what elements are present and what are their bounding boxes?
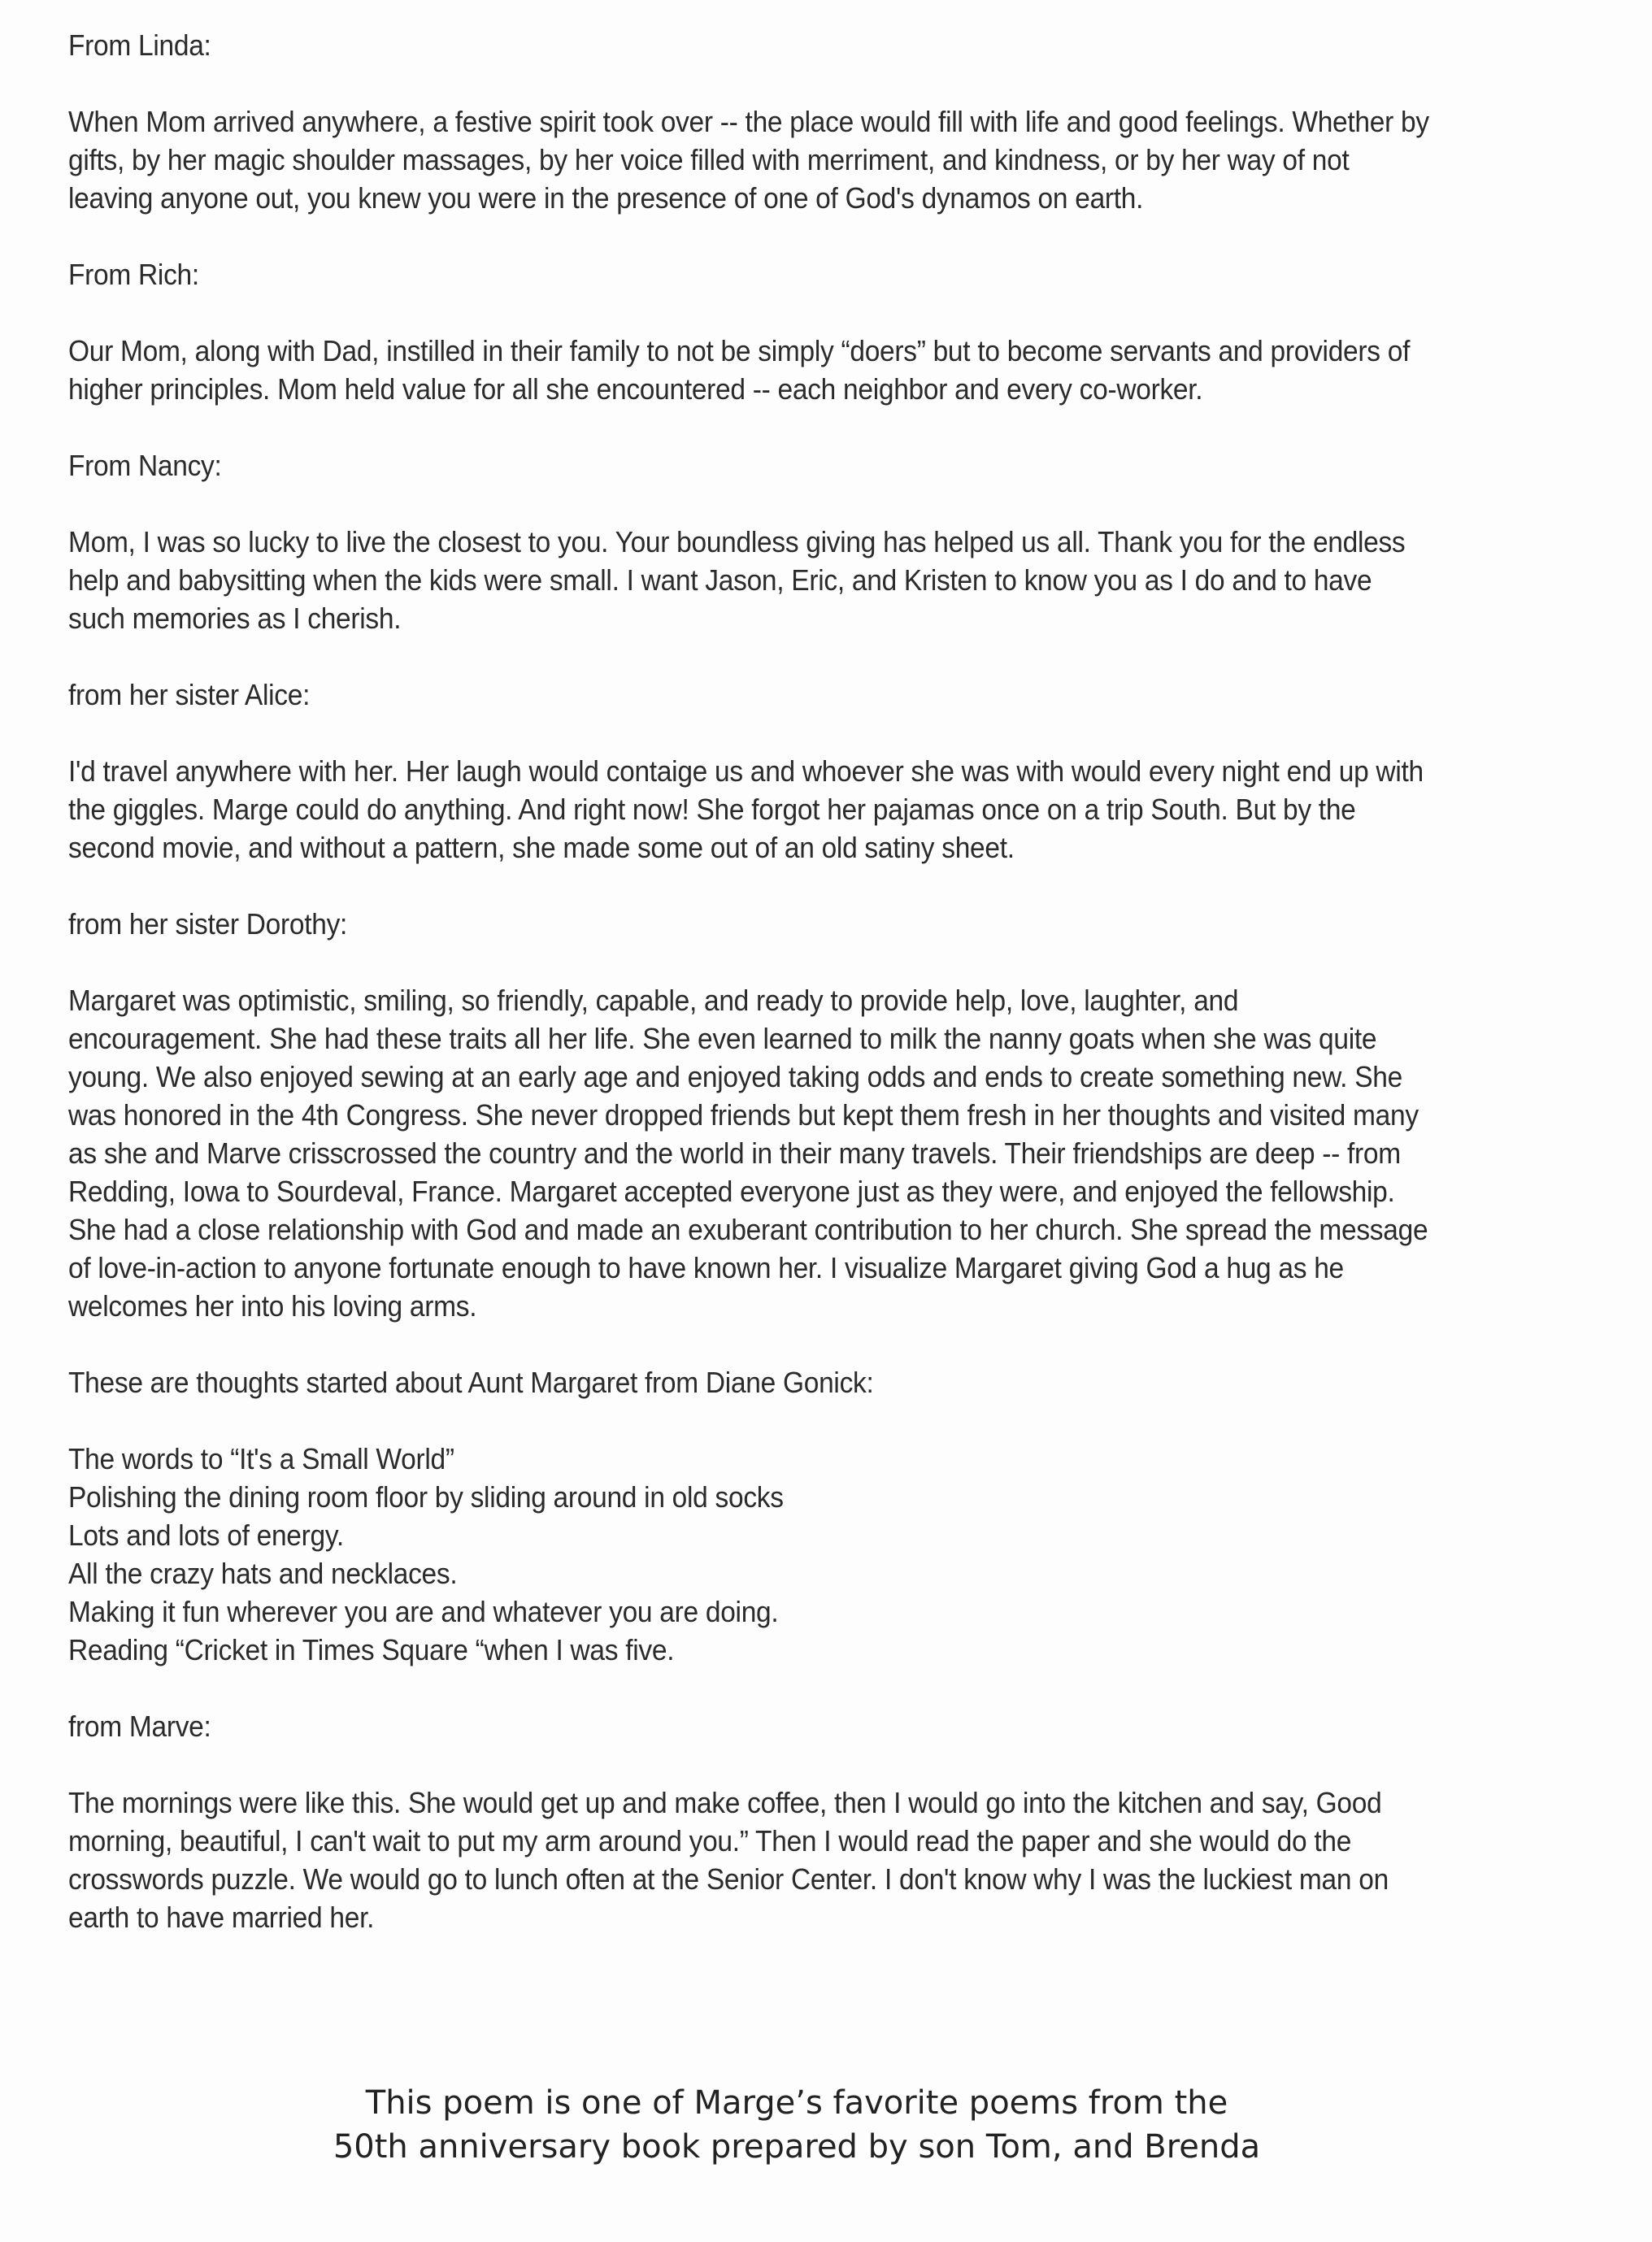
tribute-alice (68, 676, 1429, 867)
tribute-text: When Mom arrived anywhere, a festive spirit took over -- the place would fill with life and good feelings. Whether by gifts, by her magic shoulder massages, by her voice filled with merriment, and kindness, or by her way of not leaving anyone out, you knew you were in the presence of one of God's dynamos on earth. (68, 105, 1429, 215)
list-item: All the crazy hats and necklaces. (68, 1557, 458, 1590)
list-item: Making it fun wherever you are and whatever you are doing. (68, 1595, 779, 1628)
tribute-text: Our Mom, along with Dad, instilled in their family to not be simply “doers” but to become servants and providers of higher principles. Mom held value for all she encountered -- each neighbor and every co-worker. (68, 334, 1411, 406)
tribute-label: from Marve: (68, 1710, 211, 1743)
tribute-label: These are thoughts started about Aunt Margaret from Diane Gonick: (68, 1366, 874, 1399)
tribute-text: Mom, I was so lucky to live the closest to you. Your boundless giving has helped us all. Thank you for the endless help and babysitting when the kids were small. I want Jason, Eric, and Kristen to know you as I do and to have such memories as I cherish. (68, 525, 1406, 635)
list-item: Lots and lots of energy. (68, 1519, 344, 1552)
tribute-label: From Linda: (68, 28, 211, 62)
tribute-diane (68, 1363, 1429, 1669)
tribute-label: from her sister Alice: (68, 678, 311, 711)
tribute-dorothy (68, 905, 1429, 1325)
tribute-label: From Rich: (68, 258, 199, 291)
tribute-label: from her sister Dorothy: (68, 907, 348, 941)
caption-line-1: This poem is one of Marge’s favorite poems from the (365, 2084, 1228, 2122)
document-body (68, 26, 1429, 1975)
tribute-nancy (68, 446, 1429, 637)
poem-caption (0, 2081, 1593, 2169)
tribute-rich (68, 255, 1429, 408)
list-item: The words to “It's a Small World” (68, 1442, 454, 1475)
tribute-text: The mornings were like this. She would get up and make coffee, then I would go into the kitchen and say, Good morning, beautiful, I can't wait to put my arm around you.” Then I would read the paper and she would do the crosswords puzzle. We would go to lunch often at the Senior Center. I don't know why I was the luckiest man on earth to have married her. (68, 1786, 1389, 1934)
list-item: Polishing the dining room floor by sliding around in old socks (68, 1480, 784, 1514)
list-item: Reading “Cricket in Times Square “when I was five. (68, 1633, 675, 1666)
caption-line-2: 50th anniversary book prepared by son Tom, and Brenda (333, 2128, 1261, 2166)
tribute-marve (68, 1707, 1429, 1936)
tribute-text: I'd travel anywhere with her. Her laugh would contaige us and whoever she was with would every night end up with the giggles. Marge could do anything. And right now! She forgot her pajamas once on a trip South. But by the second movie, and without a pattern, she made some out of an old satiny sheet. (68, 754, 1424, 864)
memory-list (68, 1440, 1429, 1669)
tribute-linda (68, 26, 1429, 217)
tribute-text: Margaret was optimistic, smiling, so friendly, capable, and ready to provide help, love, laughter, and encouragement. She had these traits all her life. She even learned to milk the nanny goats when she was quite young. We also enjoyed sewing at an early age and enjoyed taking odds and ends to create something new. She was honored in the 4th Congress. She never dropped friends but kept them fresh in her thoughts and visited many as she and Marve crisscrossed the country and the world in their many travels. Their friendships are deep -- from Redding, Iowa to Sourdeval, France. Margaret accepted everyone just as they were, and enjoyed the fellowship. She had a close relationship with God and made an exuberant contribution to her church. She spread the message of love-in-action to anyone fortunate enough to have known her. I visualize Margaret giving God a hug as he welcomes her into his loving arms. (68, 984, 1428, 1323)
tribute-label: From Nancy: (68, 449, 222, 482)
